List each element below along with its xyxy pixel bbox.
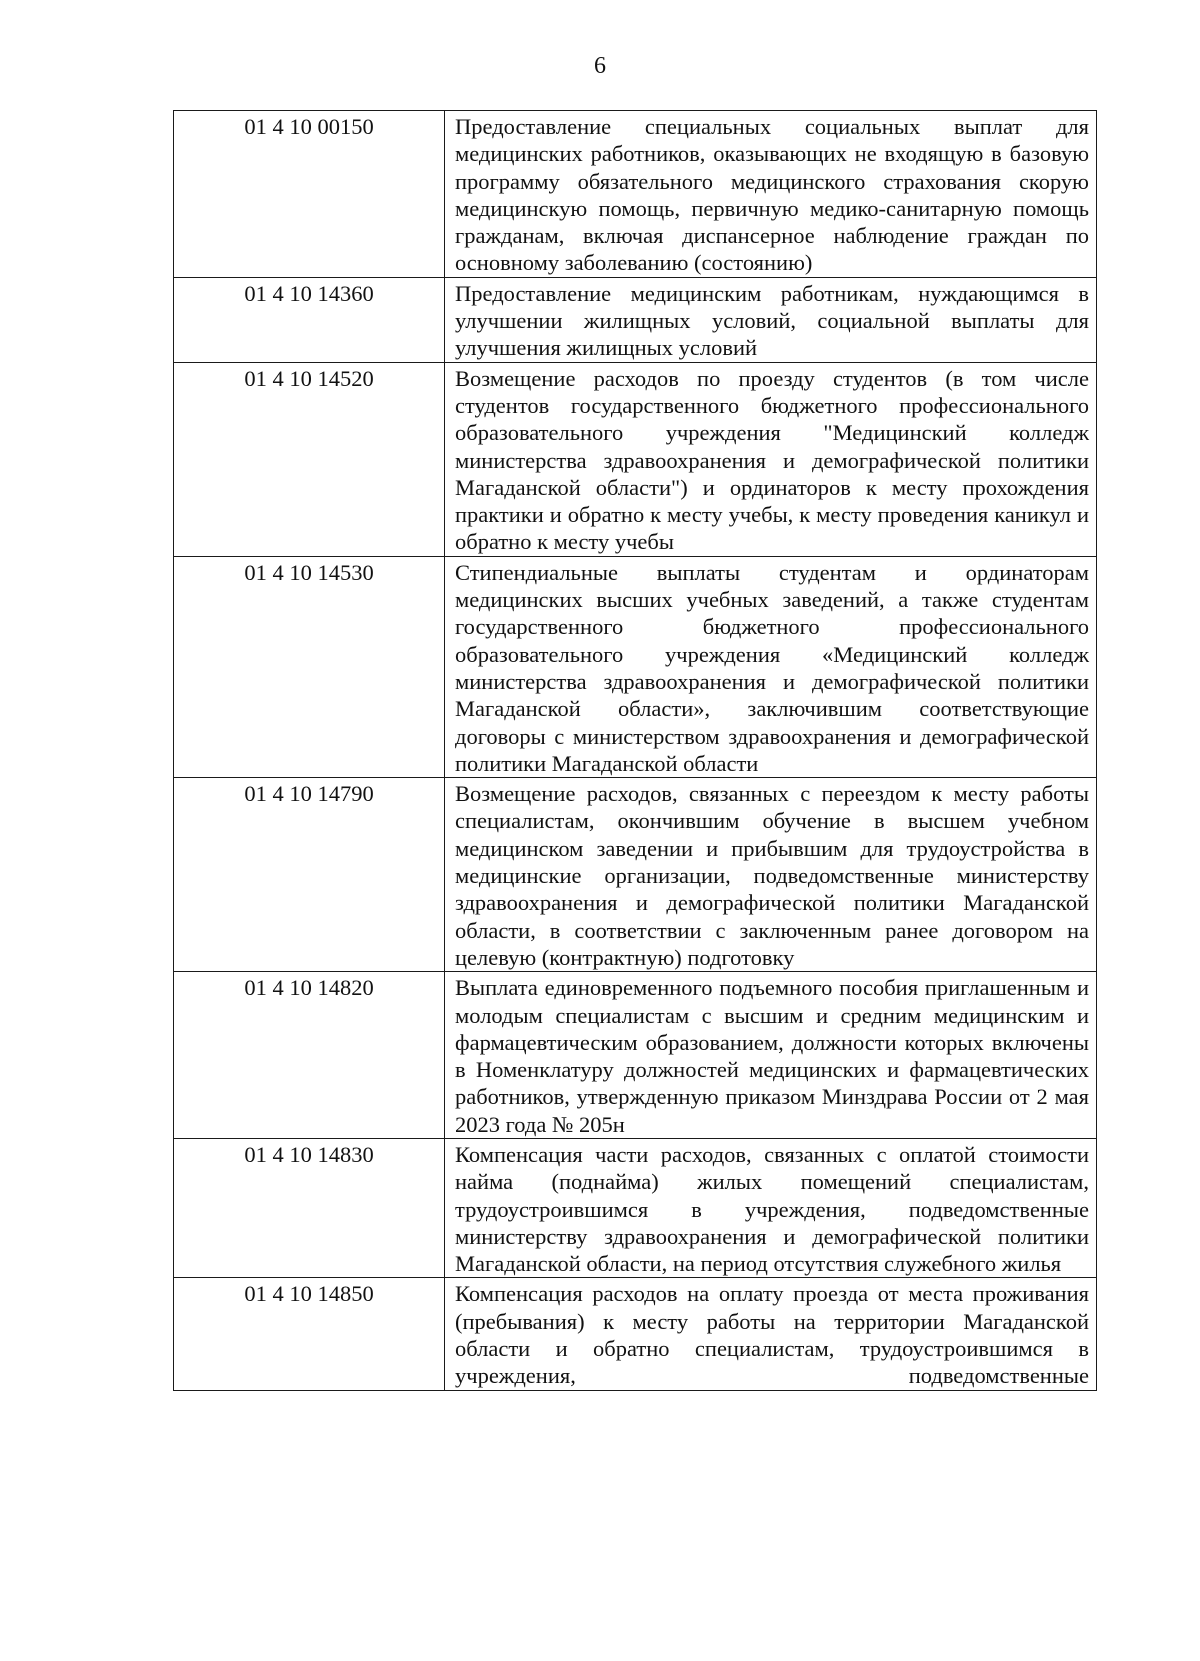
row-description-text: Выплата единовременного подъемного пособия приглашенным и молодым специалистам с высшим и средним медицинским и фармацевтическим образованием, должности которых включены в Номенклатуру должностей медицинских и фармацевтических работников, утвержденную приказом Минздрава России от 2 мая 2023 года № 205н [455,975,1089,1137]
row-description-text: Возмещение расходов, связанных с переездом к месту работы специалистам, окончившим обучение в высшем учебном медицинском заведении и прибывшим для трудоустройства в медицинские организации, подведомственные министерству здравоохранения и демографической политики Магаданской области, в соответствии с заключенным ранее договором на целевую (контрактную) подготовку [455,781,1089,970]
row-description [445,778,1097,972]
row-code: 01 4 10 00150 [174,111,445,278]
row-description-text: Компенсация расходов на оплату проезда от места проживания (пребывания) к месту работы на территории Магаданской области и обратно специалистам, трудоустроившимся в учреждения, подведомственные [455,1281,1089,1389]
row-code: 01 4 10 14530 [174,556,445,777]
row-code: 01 4 10 14830 [174,1138,445,1277]
table-row [174,1278,1097,1390]
table-row [174,556,1097,777]
budget-classification-table [173,110,1097,1391]
table-row [174,362,1097,556]
row-description [445,362,1097,556]
row-description-text: Предоставление медицинским работникам, нуждающимся в улучшении жилищных условий, социальной выплаты для улучшения жилищных условий [455,280,1089,361]
row-description-text: Предоставление специальных социальных выплат для медицинских работников, оказывающих не входящую в базовую программу обязательного медицинского страхования скорую медицинскую помощь, первичную медико-санитарную помощь гражданам, включая диспансерное наблюдение граждан по основному заболеванию (состоянию) [455,114,1089,276]
row-description-text: Компенсация части расходов, связанных с оплатой стоимости найма (поднайма) жилых помещений специалистам, трудоустроившимся в учреждения, подведомственные министерству здравоохранения и демографической политики Магаданской области, на период отсутствия служебного жилья [455,1141,1089,1277]
table-row [174,972,1097,1139]
row-code: 01 4 10 14360 [174,277,445,362]
row-code: 01 4 10 14520 [174,362,445,556]
row-description [445,972,1097,1139]
table-row [174,778,1097,972]
row-description [445,111,1097,278]
table-row [174,1138,1097,1277]
table-row [174,111,1097,278]
row-description [445,277,1097,362]
row-description [445,1138,1097,1277]
row-description [445,556,1097,777]
page-number: 6 [594,53,606,79]
row-code: 01 4 10 14790 [174,778,445,972]
row-description-text: Возмещение расходов по проезду студентов (в том числе студентов государственного бюджетного профессионального образовательного учреждения "Медицинский колледж министерства здравоохранения и демографической политики Магаданской области") и ординаторов к месту прохождения практики и обратно к месту учебы, к месту проведения каникул и обратно к месту учебы [455,365,1089,555]
row-code: 01 4 10 14850 [174,1278,445,1390]
row-description-text: Стипендиальные выплаты студентам и ординаторам медицинских высших учебных заведений, а также студентам государственного бюджетного профессионального образовательного учреждения «Медицинский колледж министерства здравоохранения и демографической политики Магаданской области», заключившим соответствующие договоры с министерством здравоохранения и демографической политики Магаданской области [455,559,1089,776]
row-code: 01 4 10 14820 [174,972,445,1139]
row-description [445,1278,1097,1390]
table-row [174,277,1097,362]
